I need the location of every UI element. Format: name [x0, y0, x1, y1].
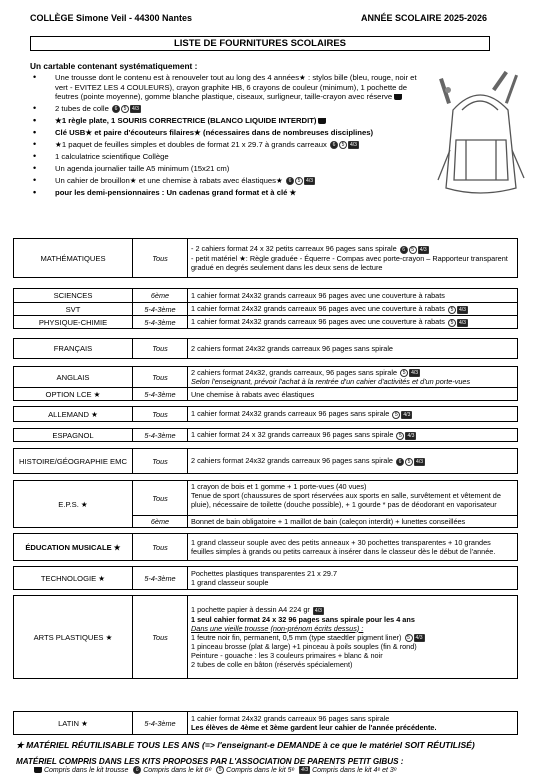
table-row: ARTS PLASTIQUES ★ Tous 1 pochette papier à dessin A4 224 gr 4/3 1 seul cahier format 24 x 32 96 pages sans spirale pour les 4 ans Dans une vieille trousse (non-prénom écrits dessus) : 1 feutre noir fin, permanent, 0,5 mm (type staedtler pigment liner) 5 4/3 1 pinceau brosse (plat & large) +1 pinceau à poils souples (fin & rond) Peinture - gouache : les 3 couleurs primaires + blanc & noir 2 tubes de colle en bâton (réservés spécialement) — [13, 595, 518, 679]
kit43-icon: 4/3 — [405, 432, 416, 440]
kit5-icon: 5 — [121, 105, 129, 113]
list-item: • 2 tubes de colle 6 5 4/3 — [30, 104, 418, 114]
kit5-icon: 5 — [400, 369, 408, 377]
table-row: OPTION LCE ★ 5-4-3ème Une chemise à rabats avec élastiques — [13, 387, 518, 401]
table-row: MATHÉMATIQUES Tous - 2 cahiers format 24 x 32 petits carreaux 96 pages sans spirale 6 5 4/3 - petit matériel ★: Règle graduée - Équerre - Compas avec porte-crayon – Rapporteur transparent gradué en degrés seulement dans les deux sens de lecture — [13, 238, 518, 278]
kit5-icon: 5 — [448, 319, 456, 327]
kit5-icon: 5 — [392, 411, 400, 419]
kit5-icon: 5 — [396, 432, 404, 440]
list-item: • Une trousse dont le contenu est à renouveler tout au long des 4 années★ : stylos bille (bleu, rouge, noir et vert - EVITEZ LES 4 COULEURS), crayon graphite HB, 6 crayons de couleur (minimum), 1 pochette de feutres (pointe moyenne), gomme blanche plastique, ciseaux, surligneur, taille-crayon avec réserve — [30, 73, 418, 102]
kit43-icon: 4/3 — [304, 177, 315, 185]
kit-legend: Compris dans le kit trousse 6 Compris dans le kit 6ᵉ 5 Compris dans le kit 5ᵉ 4/3 Compris dans le kit 4ᵉ et 3ᵉ — [32, 766, 396, 774]
kit43-icon: 4/3 — [457, 306, 468, 314]
kit6-icon: 6 — [400, 246, 408, 254]
list-item: • Un agenda journalier taille A5 minimum (15x21 cm) — [30, 164, 418, 174]
table-row: SCIENCES 6ème 1 cahier format 24x32 grands carreaux 96 pages avec une couverture à rabats — [13, 288, 518, 303]
supply-list — [30, 73, 418, 200]
list-item: • pour les demi-pensionnaires : Un cadenas grand format et à clé ★ — [30, 188, 418, 198]
kit-trousse-icon — [34, 767, 42, 773]
kits-note: MATÉRIEL COMPRIS DANS LES KITS PROPOSES PAR L'ASSOCIATION DE PARENTS PETIT GIBUS : — [16, 757, 404, 766]
table-row: ALLEMAND ★ Tous 1 cahier format 24x32 grands carreaux 96 pages sans spirale 5 4/3 — [13, 406, 518, 422]
kit43-icon: 4/3 — [130, 105, 141, 113]
kit6-icon: 6 — [112, 105, 120, 113]
list-item: • ★1 règle plate, 1 SOURIS CORRECTRICE (BLANCO LIQUIDE INTERDIT) — [30, 116, 418, 126]
kit5-icon: 5 — [339, 141, 347, 149]
kit43-icon: 4/3 — [348, 141, 359, 149]
list-item: • ★1 paquet de feuilles simples et doubles de format 21 x 29.7 à grands carreaux 6 5 4/3 — [30, 140, 418, 150]
kit5-icon: 5 — [405, 458, 413, 466]
kit5-icon: 5 — [409, 246, 417, 254]
school-year: ANNÉE SCOLAIRE 2025-2026 — [361, 13, 488, 23]
kit43-icon: 4/3 — [313, 607, 324, 615]
school-name: COLLÈGE Simone Veil - 44300 Nantes — [30, 13, 193, 23]
kit5-icon: 5 — [216, 766, 224, 774]
table-row: PHYSIQUE-CHIMIE 5-4-3ème 1 cahier format 24x32 grands carreaux 96 pages avec une couverture à rabats 5 4/3 — [13, 315, 518, 329]
kit5-icon: 5 — [405, 634, 413, 642]
list-item: • Clé USB★ et paire d'écouteurs filaires★ (nécessaires dans de nombreuses disciplines) — [30, 128, 418, 138]
kit43-icon: 4/3 — [401, 411, 412, 419]
kit6-icon: 6 — [286, 177, 294, 185]
page-title: LISTE DE FOURNITURES SCOLAIRES — [30, 36, 490, 51]
table-row: ESPAGNOL 5-4-3ème 1 cahier format 24 x 32 grands carreaux 96 pages sans spirale 5 4/3 — [13, 428, 518, 442]
table-row: LATIN ★ 5-4-3ème 1 cahier format 24x32 grands carreaux 96 pages sans spirale Les élèves de 4ème et 3ème gardent leur cahier de l'année précédente. — [13, 711, 518, 735]
table-row: ANGLAIS Tous 2 cahiers format 24x32, grands carreaux, 96 pages sans spirale 5 4/3 Selon l'enseignant, prévoir l'achat à la rentrée d'un cahier d'activités et d'un porte-vues — [13, 366, 518, 388]
kit43-icon: 4/3 — [299, 766, 310, 774]
kit-trousse-icon — [394, 94, 402, 100]
kit6-icon: 6 — [330, 141, 338, 149]
table-row: SVT 5-4-3ème 1 cahier format 24x32 grands carreaux 96 pages avec une couverture à rabats 5 4/3 — [13, 302, 518, 316]
kit43-icon: 4/3 — [414, 458, 425, 466]
backpack-illustration — [428, 70, 533, 200]
kit-trousse-icon — [318, 118, 326, 124]
table-row: TECHNOLOGIE ★ 5-4-3ème Pochettes plastiques transparentes 21 x 29.7 1 grand classeur souple — [13, 566, 518, 590]
kit5-icon: 5 — [295, 177, 303, 185]
kit43-icon: 4/3 — [409, 369, 420, 377]
kit6-icon: 6 — [396, 458, 404, 466]
kit5-icon: 5 — [448, 306, 456, 314]
table-row: E.P.S. ★ Tous 6ème 1 crayon de bois et 1 gomme + 1 porte-vues (40 vues) Tenue de sport (chaussures de sport réservées aux sports en salle, survêtement et vêtement de pluie), nécessaire de toilette (douche possible), + 1 gourde * pas de déodorant en vaporisateur Bonnet de bain obligatoire + 1 maillot de bain (caleçon interdit) + lunettes conseillées — [13, 480, 518, 528]
table-row: ÉDUCATION MUSICALE ★ Tous 1 grand classeur souple avec des petits anneaux + 30 pochettes transparentes + 10 grandes feuilles simples à grands ou petits carreaux à insérer dans le classeur dès le début de l'année. — [13, 533, 518, 561]
list-item: • 1 calculatrice scientifique Collège — [30, 152, 418, 162]
list-item: • Un cahier de brouillon★ et une chemise à rabats avec élastiques★ 6 5 4/3 — [30, 176, 418, 186]
kit43-icon: 4/3 — [414, 634, 425, 642]
kit43-icon: 4/3 — [418, 246, 429, 254]
kit6-icon: 6 — [133, 766, 141, 774]
reuse-note: ★ MATÉRIEL RÉUTILISABLE TOUS LES ANS (=> l'enseignant-e DEMANDE à ce que le matériel SOIT RÉUTILISÉ) — [16, 740, 475, 750]
kit43-icon: 4/3 — [457, 319, 468, 327]
table-row: FRANÇAIS Tous 2 cahiers format 24x32 grands carreaux 96 pages sans spirale — [13, 338, 518, 359]
table-row: HISTOIRE/GÉOGRAPHIE EMC Tous 2 cahiers format 24x32 grands carreaux 96 pages sans spirale 6 5 4/3 — [13, 448, 518, 474]
intro-text: Un cartable contenant systématiquement : — [30, 61, 198, 71]
